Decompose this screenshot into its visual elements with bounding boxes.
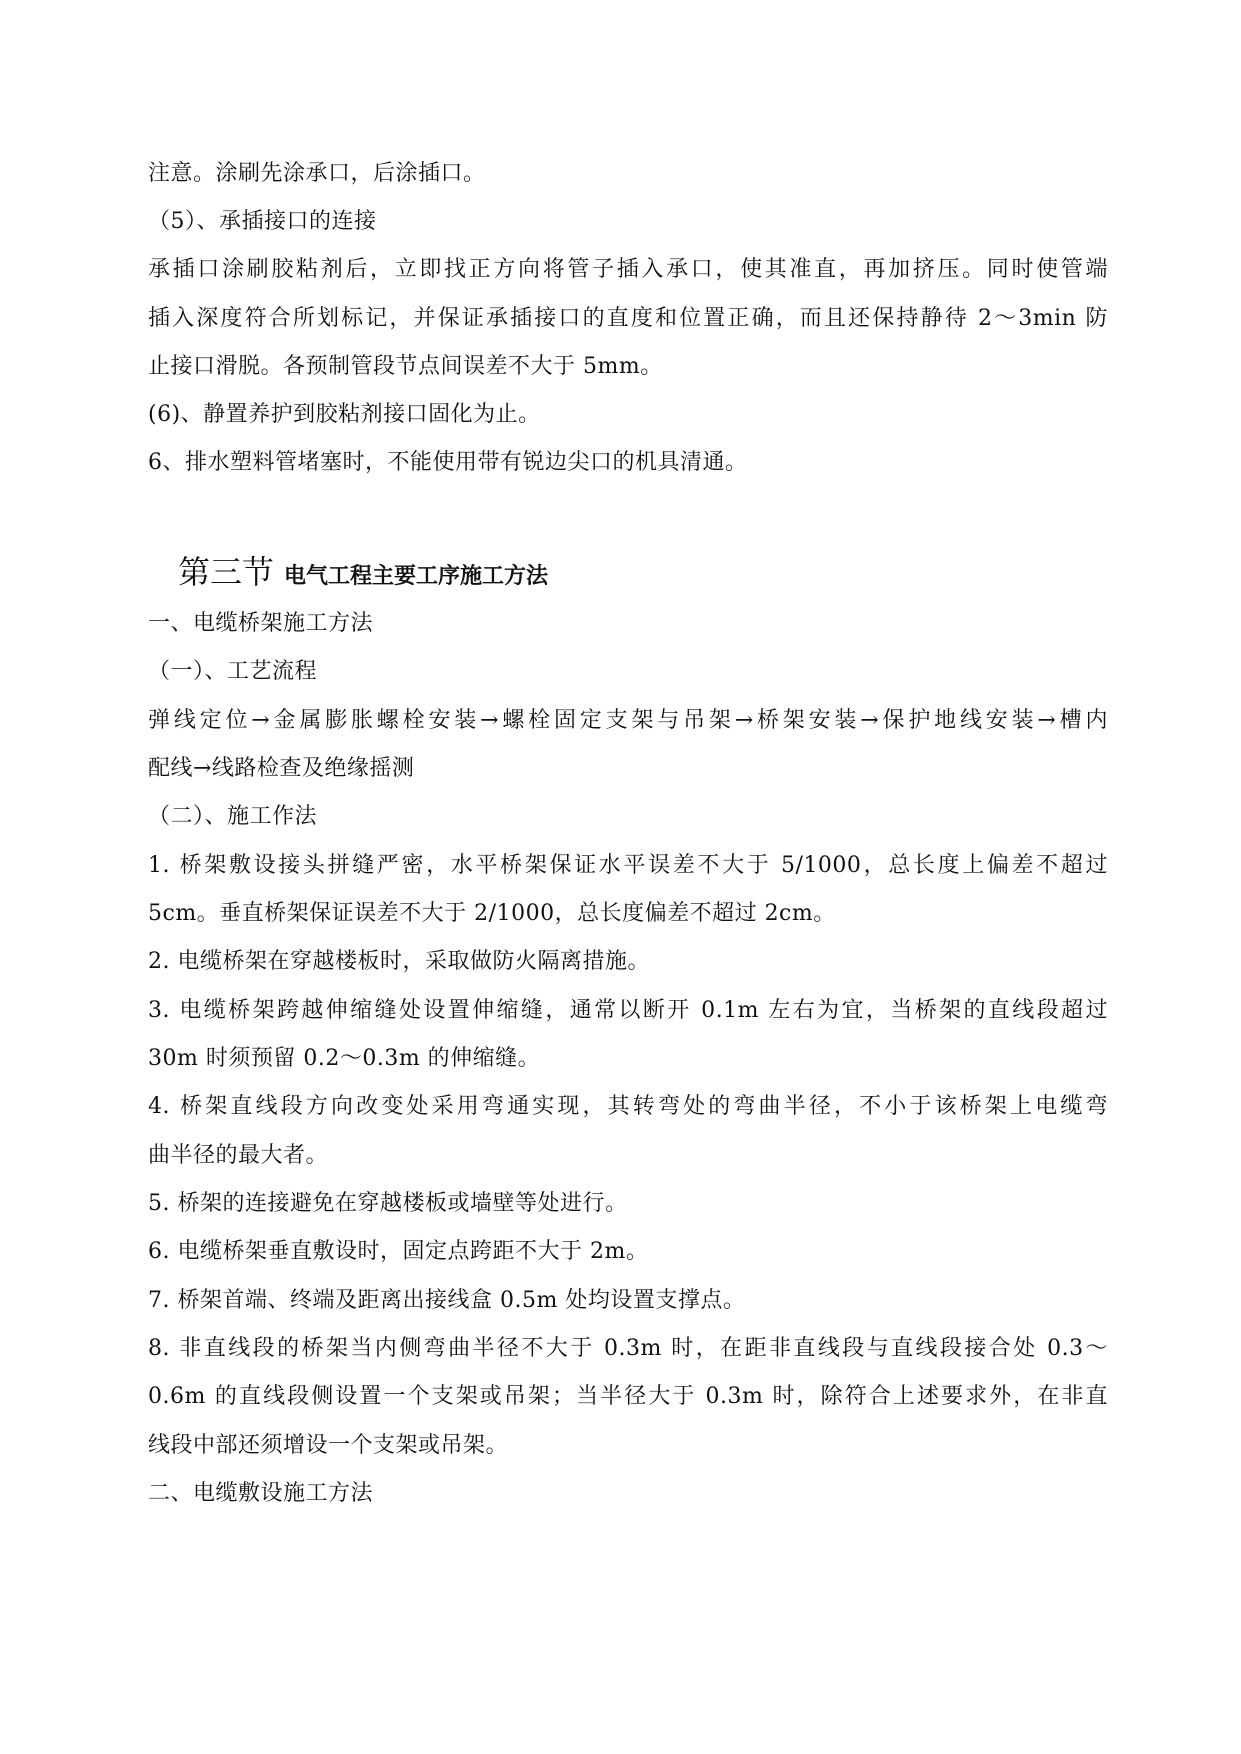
text-line: 插入深度符合所划标记，并保证承插接口的直度和位置正确，而且还保持静待 2～3min 防 bbox=[148, 306, 1108, 331]
text-line: 4. 桥架直线段方向改变处采用弯通实现，其转弯处的弯曲半径，不小于该桥架上电缆弯 bbox=[148, 1094, 1108, 1119]
subheading: （二）、施工作法 bbox=[148, 804, 318, 829]
subheading: （5）、承插接口的连接 bbox=[148, 209, 377, 234]
text-line: 6、排水塑料管堵塞时，不能使用带有锐边尖口的机具清通。 bbox=[148, 450, 748, 475]
text-line: 2. 电缆桥架在穿越楼板时，采取做防火隔离措施。 bbox=[148, 949, 650, 974]
text-line: 承插口涂刷胶粘剂后，立即找正方向将管子插入承口，使其准直，再加挤压。同时使管端 bbox=[148, 257, 1108, 282]
text-line: 0.6m 的直线段侧设置一个支架或吊架；当半径大于 0.3m 时，除符合上述要求外，在非直 bbox=[148, 1384, 1108, 1409]
text-line: 曲半径的最大者。 bbox=[148, 1143, 329, 1168]
text-line: 注意。涂刷先涂承口，后涂插口。 bbox=[148, 161, 486, 186]
text-line: 止接口滑脱。各预制管段节点间误差不大于 5mm。 bbox=[148, 354, 663, 379]
subheading: 一、电缆桥架施工方法 bbox=[148, 611, 374, 636]
subheading: (6)、静置养护到胶粘剂接口固化为止。 bbox=[148, 402, 541, 427]
text-line: 配线→线路检查及绝缘摇测 bbox=[148, 756, 415, 781]
text-line: 30m 时须预留 0.2～0.3m 的伸缩缝。 bbox=[148, 1046, 541, 1071]
text-line: 3. 电缆桥架跨越伸缩缝处设置伸缩缝，通常以断开 0.1m 左右为宜，当桥架的直线段超过 bbox=[148, 998, 1108, 1023]
text-line: 弹线定位→金属膨胀螺栓安装→螺栓固定支架与吊架→桥架安装→保护地线安装→槽内 bbox=[148, 708, 1108, 733]
text-line: 7. 桥架首端、终端及距离出接线盒 0.5m 处均设置支撑点。 bbox=[148, 1288, 746, 1313]
text-line: 5cm。垂直桥架保证误差不大于 2/1000，总长度偏差不超过 2cm。 bbox=[148, 901, 836, 926]
section-heading bbox=[178, 552, 548, 598]
text-line: 8. 非直线段的桥架当内侧弯曲半径不大于 0.3m 时，在距非直线段与直线段接合处 0.3～ bbox=[148, 1336, 1108, 1361]
subheading: （一）、工艺流程 bbox=[148, 659, 318, 684]
section-title: 电气工程主要工序施工方法 bbox=[284, 564, 549, 589]
text-line: 1. 桥架敷设接头拼缝严密，水平桥架保证水平误差不大于 5/1000，总长度上偏差不超过 bbox=[148, 853, 1108, 878]
text-line: 6. 电缆桥架垂直敷设时，固定点跨距不大于 2m。 bbox=[148, 1239, 649, 1264]
subheading: 二、电缆敷设施工方法 bbox=[148, 1481, 374, 1506]
text-line: 5. 桥架的连接避免在穿越楼板或墙壁等处进行。 bbox=[148, 1191, 628, 1216]
section-number: 第三节 bbox=[178, 553, 275, 591]
text-line: 线段中部还须增设一个支架或吊架。 bbox=[148, 1433, 509, 1458]
